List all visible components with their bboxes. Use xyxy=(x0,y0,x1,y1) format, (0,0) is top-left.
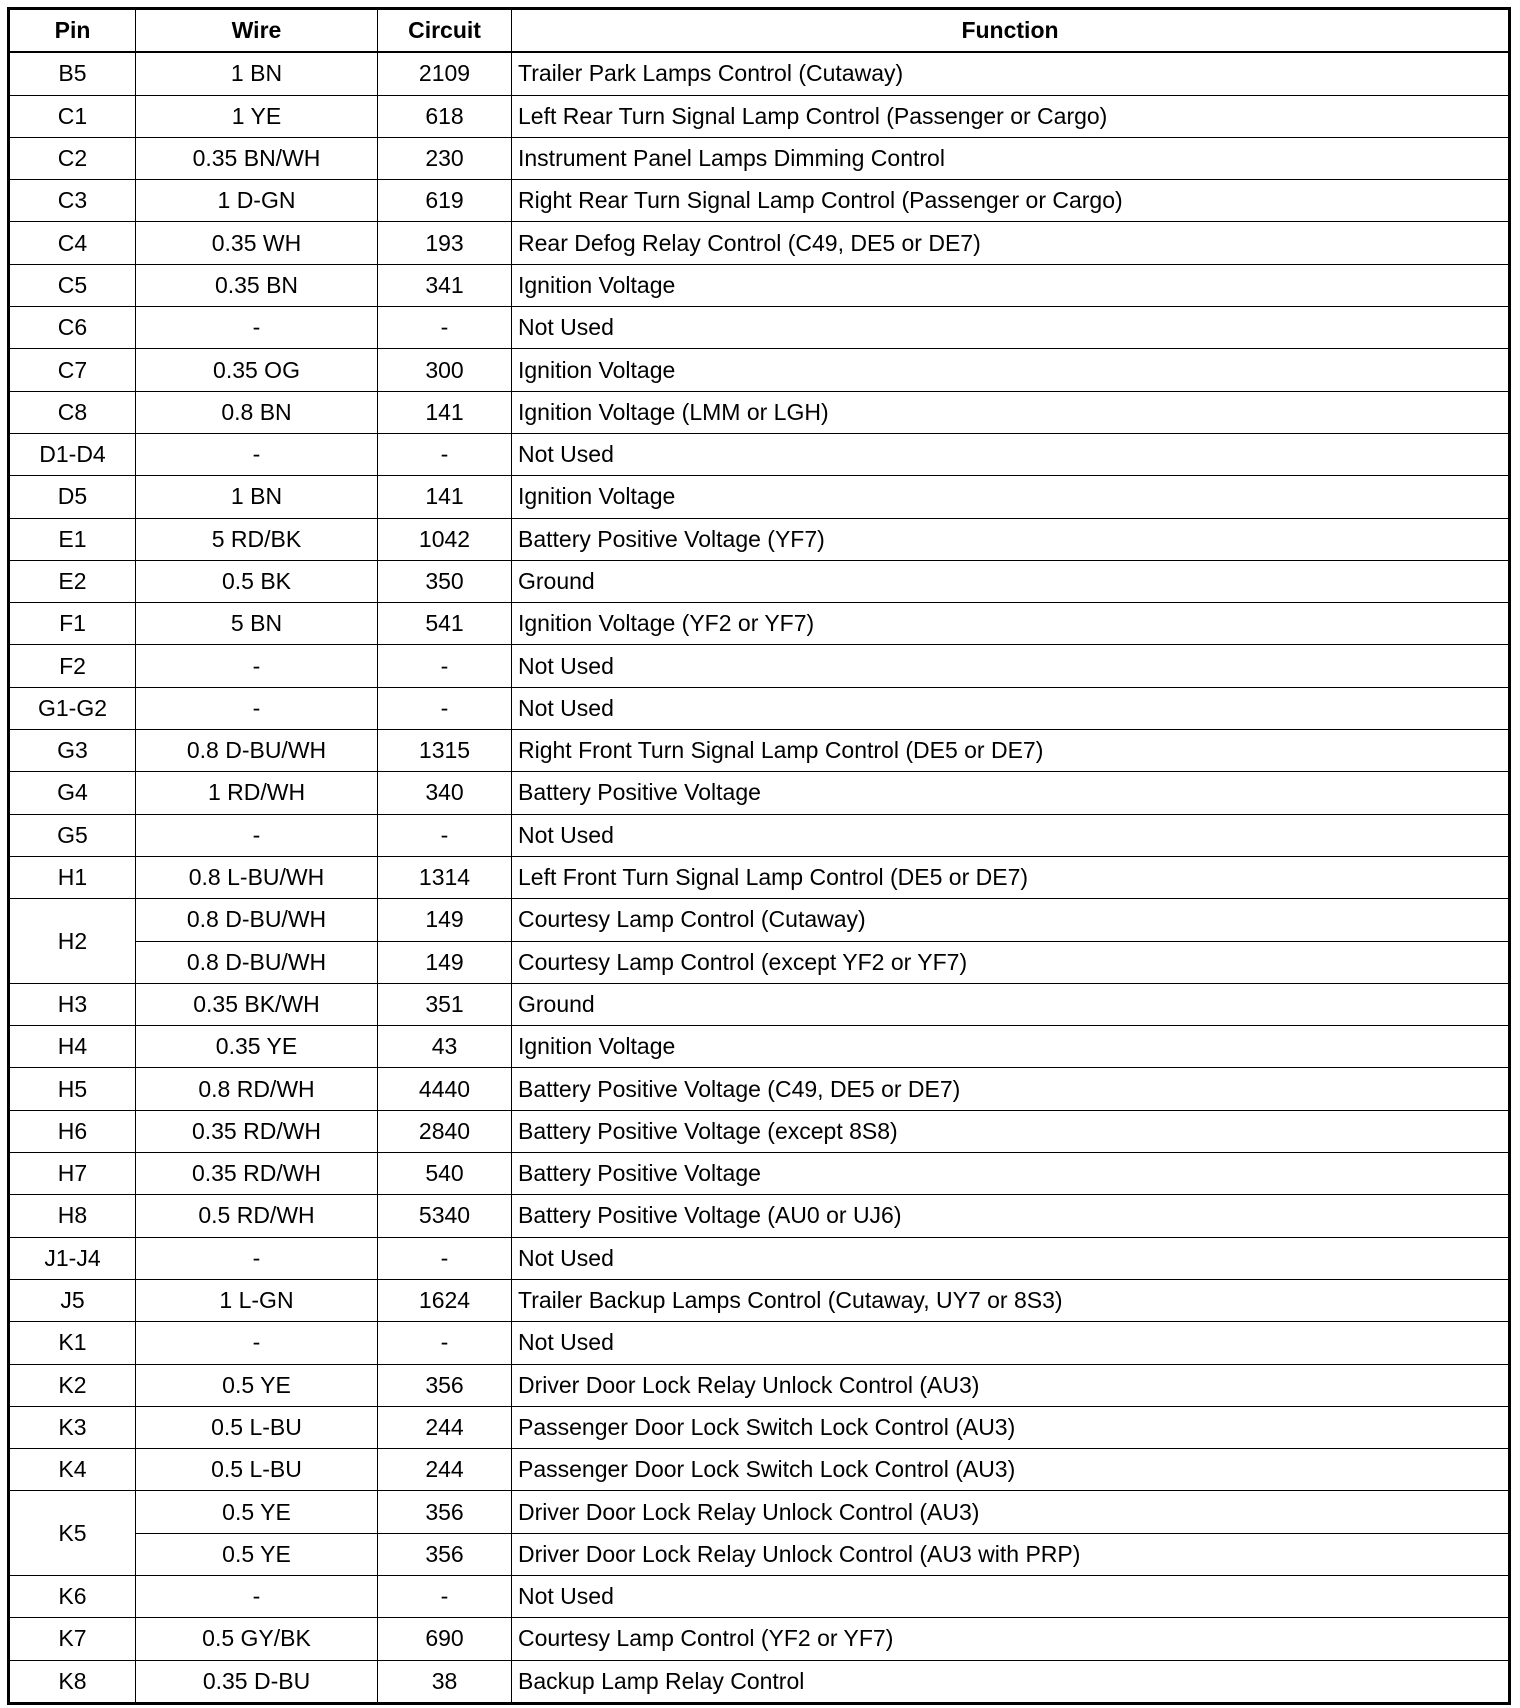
pin-cell: H5 xyxy=(9,1068,136,1110)
circuit-cell: - xyxy=(378,1575,512,1617)
function-cell: Rear Defog Relay Control (C49, DE5 or DE7) xyxy=(512,222,1510,264)
pin-cell: H2 xyxy=(9,899,136,984)
wire-cell: 0.8 L-BU/WH xyxy=(136,856,378,898)
table-body xyxy=(9,52,1510,1703)
wire-cell: 0.5 YE xyxy=(136,1364,378,1406)
pin-cell: G4 xyxy=(9,772,136,814)
table-row xyxy=(9,1491,1510,1533)
wire-cell: 1 D-GN xyxy=(136,180,378,222)
circuit-cell: 149 xyxy=(378,899,512,941)
pin-cell: C1 xyxy=(9,95,136,137)
table-row xyxy=(9,941,1510,983)
pin-cell: H3 xyxy=(9,983,136,1025)
header-row xyxy=(9,9,1510,53)
circuit-cell: 1314 xyxy=(378,856,512,898)
circuit-cell: 43 xyxy=(378,1026,512,1068)
circuit-cell: - xyxy=(378,1237,512,1279)
circuit-cell: 356 xyxy=(378,1364,512,1406)
wire-cell: - xyxy=(136,1575,378,1617)
pin-cell: K3 xyxy=(9,1406,136,1448)
circuit-cell: 341 xyxy=(378,264,512,306)
wire-cell: 0.5 L-BU xyxy=(136,1406,378,1448)
pin-cell: K8 xyxy=(9,1660,136,1703)
table-row xyxy=(9,1533,1510,1575)
table-row xyxy=(9,476,1510,518)
function-cell: Battery Positive Voltage (C49, DE5 or DE7) xyxy=(512,1068,1510,1110)
wire-cell: - xyxy=(136,1322,378,1364)
pin-cell: K4 xyxy=(9,1449,136,1491)
pin-cell: C4 xyxy=(9,222,136,264)
circuit-cell: 340 xyxy=(378,772,512,814)
wire-cell: 0.8 BN xyxy=(136,391,378,433)
function-cell: Right Rear Turn Signal Lamp Control (Passenger or Cargo) xyxy=(512,180,1510,222)
wire-cell: 0.35 WH xyxy=(136,222,378,264)
wire-cell: 0.5 YE xyxy=(136,1491,378,1533)
wire-cell: 0.35 BK/WH xyxy=(136,983,378,1025)
table-row xyxy=(9,1068,1510,1110)
table-row xyxy=(9,645,1510,687)
circuit-cell: 690 xyxy=(378,1618,512,1660)
table-row xyxy=(9,1449,1510,1491)
circuit-cell: 1315 xyxy=(378,730,512,772)
table-row xyxy=(9,772,1510,814)
circuit-cell: 2840 xyxy=(378,1110,512,1152)
wire-cell: 1 RD/WH xyxy=(136,772,378,814)
wire-cell: 0.5 BK xyxy=(136,560,378,602)
table-row xyxy=(9,1237,1510,1279)
table-row xyxy=(9,899,1510,941)
wire-cell: 0.35 YE xyxy=(136,1026,378,1068)
circuit-cell: - xyxy=(378,433,512,475)
function-cell: Ignition Voltage xyxy=(512,264,1510,306)
function-cell: Backup Lamp Relay Control xyxy=(512,1660,1510,1703)
wire-cell: 5 RD/BK xyxy=(136,518,378,560)
column-header-function: Function xyxy=(512,9,1510,53)
wire-cell: 0.35 BN/WH xyxy=(136,137,378,179)
circuit-cell: 38 xyxy=(378,1660,512,1703)
circuit-cell: 141 xyxy=(378,476,512,518)
pin-cell: K6 xyxy=(9,1575,136,1617)
function-cell: Not Used xyxy=(512,433,1510,475)
pin-cell: H1 xyxy=(9,856,136,898)
wire-cell: 0.35 RD/WH xyxy=(136,1110,378,1152)
wire-cell: 0.8 D-BU/WH xyxy=(136,730,378,772)
pin-cell: C8 xyxy=(9,391,136,433)
circuit-cell: 244 xyxy=(378,1406,512,1448)
wire-cell: 0.5 GY/BK xyxy=(136,1618,378,1660)
circuit-cell: 350 xyxy=(378,560,512,602)
wire-cell: 1 YE xyxy=(136,95,378,137)
wire-cell: 0.5 YE xyxy=(136,1533,378,1575)
circuit-cell: 300 xyxy=(378,349,512,391)
function-cell: Ignition Voltage (YF2 or YF7) xyxy=(512,603,1510,645)
function-cell: Not Used xyxy=(512,645,1510,687)
function-cell: Ignition Voltage xyxy=(512,349,1510,391)
wire-cell: 0.35 OG xyxy=(136,349,378,391)
function-cell: Driver Door Lock Relay Unlock Control (AU3 with PRP) xyxy=(512,1533,1510,1575)
table-row xyxy=(9,1026,1510,1068)
circuit-cell: 149 xyxy=(378,941,512,983)
circuit-cell: - xyxy=(378,645,512,687)
table-row xyxy=(9,1575,1510,1617)
function-cell: Courtesy Lamp Control (YF2 or YF7) xyxy=(512,1618,1510,1660)
pin-cell: J5 xyxy=(9,1279,136,1321)
table-row xyxy=(9,137,1510,179)
function-cell: Ground xyxy=(512,560,1510,602)
circuit-cell: - xyxy=(378,1322,512,1364)
wire-cell: 0.35 BN xyxy=(136,264,378,306)
function-cell: Battery Positive Voltage xyxy=(512,1153,1510,1195)
pin-cell: C5 xyxy=(9,264,136,306)
circuit-cell: - xyxy=(378,687,512,729)
wire-cell: 0.8 RD/WH xyxy=(136,1068,378,1110)
pin-cell: D1-D4 xyxy=(9,433,136,475)
function-cell: Ignition Voltage xyxy=(512,476,1510,518)
function-cell: Instrument Panel Lamps Dimming Control xyxy=(512,137,1510,179)
pin-cell: H8 xyxy=(9,1195,136,1237)
table-row xyxy=(9,391,1510,433)
wire-cell: 0.8 D-BU/WH xyxy=(136,941,378,983)
table-row xyxy=(9,1279,1510,1321)
pin-cell: F2 xyxy=(9,645,136,687)
circuit-cell: 356 xyxy=(378,1491,512,1533)
table-row xyxy=(9,1660,1510,1703)
pin-cell: G3 xyxy=(9,730,136,772)
function-cell: Not Used xyxy=(512,307,1510,349)
pin-cell: J1-J4 xyxy=(9,1237,136,1279)
table-row xyxy=(9,856,1510,898)
table-row xyxy=(9,1406,1510,1448)
function-cell: Passenger Door Lock Switch Lock Control (AU3) xyxy=(512,1406,1510,1448)
wire-cell: - xyxy=(136,645,378,687)
table-row xyxy=(9,1322,1510,1364)
function-cell: Not Used xyxy=(512,1322,1510,1364)
pin-cell: G5 xyxy=(9,814,136,856)
function-cell: Battery Positive Voltage (YF7) xyxy=(512,518,1510,560)
connector-pinout-sheet xyxy=(7,7,1511,1705)
pin-cell: E1 xyxy=(9,518,136,560)
circuit-cell: 540 xyxy=(378,1153,512,1195)
function-cell: Trailer Backup Lamps Control (Cutaway, UY7 or 8S3) xyxy=(512,1279,1510,1321)
table-row xyxy=(9,52,1510,95)
wire-cell: 0.5 RD/WH xyxy=(136,1195,378,1237)
table-row xyxy=(9,560,1510,602)
table-row xyxy=(9,730,1510,772)
table-row xyxy=(9,983,1510,1025)
pin-cell: K1 xyxy=(9,1322,136,1364)
table-row xyxy=(9,307,1510,349)
circuit-cell: 351 xyxy=(378,983,512,1025)
circuit-cell: 141 xyxy=(378,391,512,433)
table-row xyxy=(9,1195,1510,1237)
table-row xyxy=(9,1364,1510,1406)
function-cell: Left Front Turn Signal Lamp Control (DE5 or DE7) xyxy=(512,856,1510,898)
wire-cell: - xyxy=(136,814,378,856)
function-cell: Driver Door Lock Relay Unlock Control (AU3) xyxy=(512,1364,1510,1406)
table-row xyxy=(9,687,1510,729)
function-cell: Trailer Park Lamps Control (Cutaway) xyxy=(512,52,1510,95)
circuit-cell: 230 xyxy=(378,137,512,179)
function-cell: Driver Door Lock Relay Unlock Control (AU3) xyxy=(512,1491,1510,1533)
function-cell: Not Used xyxy=(512,1237,1510,1279)
function-cell: Not Used xyxy=(512,687,1510,729)
wire-cell: - xyxy=(136,687,378,729)
function-cell: Ignition Voltage xyxy=(512,1026,1510,1068)
wire-cell: 0.35 RD/WH xyxy=(136,1153,378,1195)
circuit-cell: 619 xyxy=(378,180,512,222)
column-header-pin: Pin xyxy=(9,9,136,53)
table-row xyxy=(9,349,1510,391)
function-cell: Not Used xyxy=(512,814,1510,856)
table-row xyxy=(9,180,1510,222)
table-row xyxy=(9,814,1510,856)
function-cell: Battery Positive Voltage xyxy=(512,772,1510,814)
function-cell: Right Front Turn Signal Lamp Control (DE5 or DE7) xyxy=(512,730,1510,772)
pin-cell: H7 xyxy=(9,1153,136,1195)
wire-cell: 5 BN xyxy=(136,603,378,645)
function-cell: Courtesy Lamp Control (Cutaway) xyxy=(512,899,1510,941)
wire-cell: 0.8 D-BU/WH xyxy=(136,899,378,941)
circuit-cell: 244 xyxy=(378,1449,512,1491)
wire-cell: 0.35 D-BU xyxy=(136,1660,378,1703)
function-cell: Not Used xyxy=(512,1575,1510,1617)
table-row xyxy=(9,264,1510,306)
circuit-cell: 193 xyxy=(378,222,512,264)
pinout-table xyxy=(7,7,1511,1705)
pin-cell: H6 xyxy=(9,1110,136,1152)
circuit-cell: - xyxy=(378,307,512,349)
circuit-cell: 2109 xyxy=(378,52,512,95)
table-row xyxy=(9,1618,1510,1660)
function-cell: Battery Positive Voltage (except 8S8) xyxy=(512,1110,1510,1152)
function-cell: Courtesy Lamp Control (except YF2 or YF7) xyxy=(512,941,1510,983)
circuit-cell: 541 xyxy=(378,603,512,645)
table-row xyxy=(9,433,1510,475)
function-cell: Ignition Voltage (LMM or LGH) xyxy=(512,391,1510,433)
wire-cell: - xyxy=(136,1237,378,1279)
pin-cell: K2 xyxy=(9,1364,136,1406)
circuit-cell: 1624 xyxy=(378,1279,512,1321)
function-cell: Battery Positive Voltage (AU0 or UJ6) xyxy=(512,1195,1510,1237)
pin-cell: C7 xyxy=(9,349,136,391)
wire-cell: - xyxy=(136,433,378,475)
pin-cell: K7 xyxy=(9,1618,136,1660)
wire-cell: 1 L-GN xyxy=(136,1279,378,1321)
pin-cell: C2 xyxy=(9,137,136,179)
table-row xyxy=(9,1153,1510,1195)
circuit-cell: 356 xyxy=(378,1533,512,1575)
wire-cell: 0.5 L-BU xyxy=(136,1449,378,1491)
pin-cell: K5 xyxy=(9,1491,136,1576)
pin-cell: D5 xyxy=(9,476,136,518)
pin-cell: G1-G2 xyxy=(9,687,136,729)
circuit-cell: 5340 xyxy=(378,1195,512,1237)
column-header-circuit: Circuit xyxy=(378,9,512,53)
pin-cell: B5 xyxy=(9,52,136,95)
table-row xyxy=(9,95,1510,137)
function-cell: Passenger Door Lock Switch Lock Control (AU3) xyxy=(512,1449,1510,1491)
pin-cell: F1 xyxy=(9,603,136,645)
pin-cell: C6 xyxy=(9,307,136,349)
pin-cell: C3 xyxy=(9,180,136,222)
circuit-cell: 1042 xyxy=(378,518,512,560)
wire-cell: 1 BN xyxy=(136,52,378,95)
circuit-cell: 618 xyxy=(378,95,512,137)
pin-cell: E2 xyxy=(9,560,136,602)
pin-cell: H4 xyxy=(9,1026,136,1068)
table-row xyxy=(9,1110,1510,1152)
circuit-cell: 4440 xyxy=(378,1068,512,1110)
column-header-wire: Wire xyxy=(136,9,378,53)
wire-cell: - xyxy=(136,307,378,349)
table-row xyxy=(9,518,1510,560)
wire-cell: 1 BN xyxy=(136,476,378,518)
table-row xyxy=(9,222,1510,264)
table-row xyxy=(9,603,1510,645)
circuit-cell: - xyxy=(378,814,512,856)
function-cell: Ground xyxy=(512,983,1510,1025)
function-cell: Left Rear Turn Signal Lamp Control (Passenger or Cargo) xyxy=(512,95,1510,137)
